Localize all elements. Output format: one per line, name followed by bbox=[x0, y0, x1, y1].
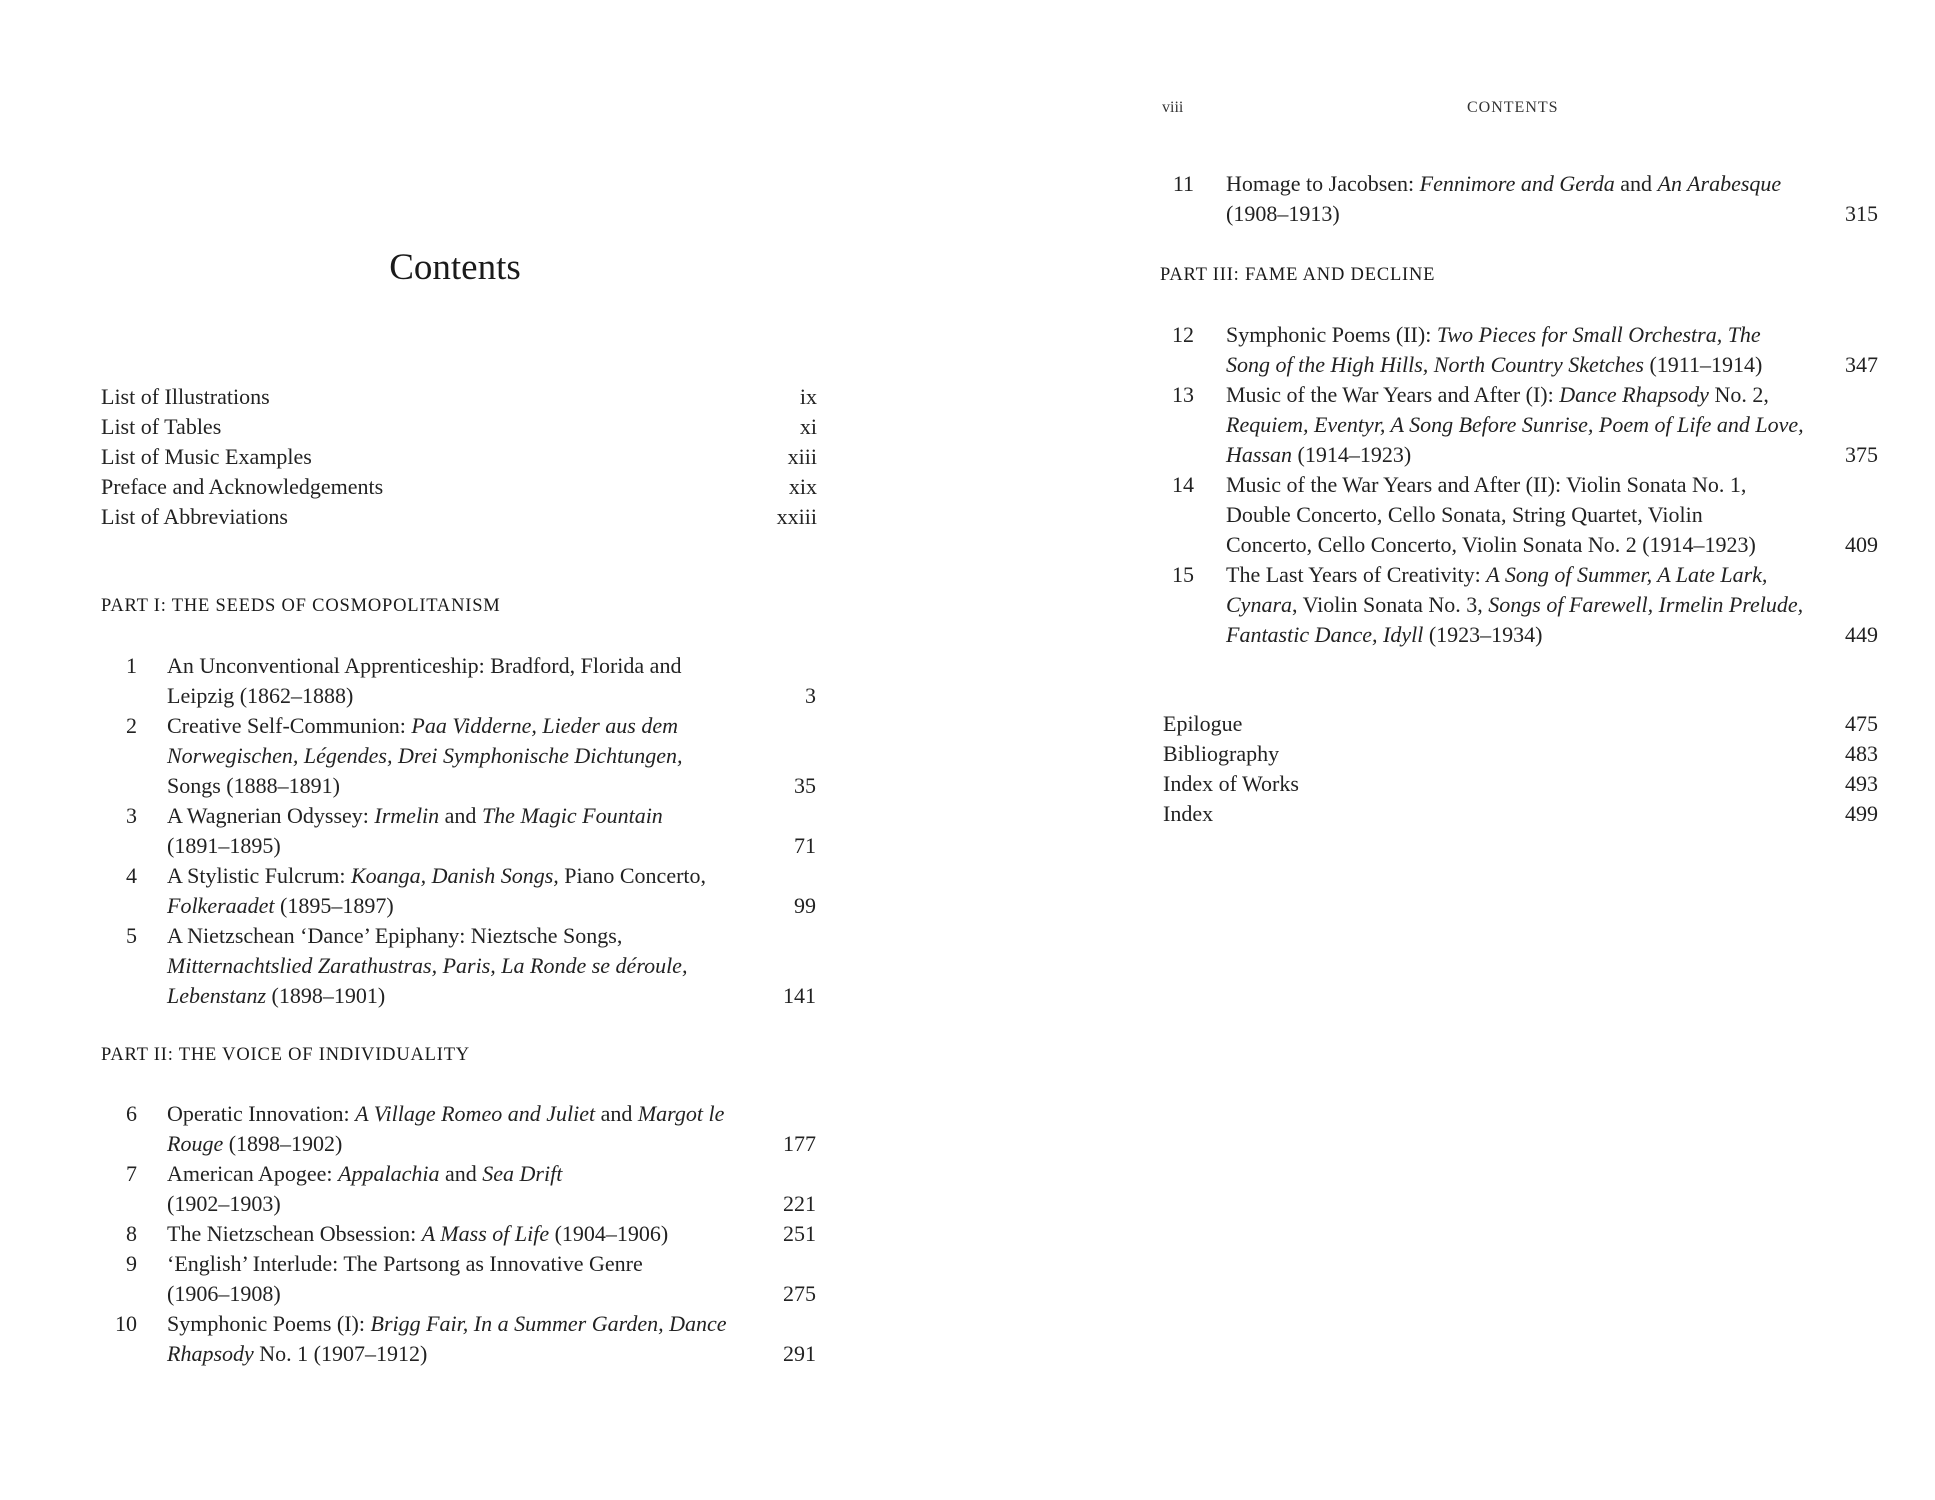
chapter-title bbox=[167, 651, 727, 711]
chapter-title bbox=[1226, 169, 1806, 229]
chapter-title bbox=[167, 1249, 727, 1309]
chapter-number: 4 bbox=[126, 863, 137, 888]
chapter-title-line: A Stylistic Fulcrum: Koanga, Danish Songs, Piano Concerto, bbox=[167, 863, 707, 888]
chapter-title-line: Cynara, Violin Sonata No. 3, Songs of Farewell, Irmelin Prelude, bbox=[1226, 592, 1804, 617]
chapter-title-line: Music of the War Years and After (I): Dance Rhapsody No. 2, bbox=[1226, 382, 1769, 407]
chapter-title-line: Lebenstanz (1898–1901) bbox=[167, 983, 386, 1008]
chapter-title-line: Operatic Innovation: A Village Romeo and Juliet and Margot le bbox=[167, 1101, 725, 1126]
chapter-number: 15 bbox=[1172, 562, 1194, 587]
chapter-title-line: American Apogee: Appalachia and Sea Drift bbox=[167, 1161, 563, 1186]
back-matter-label: Index of Works bbox=[1163, 771, 1299, 796]
page-number: 275 bbox=[783, 1281, 816, 1306]
chapter-title bbox=[167, 1099, 727, 1159]
page-number: 375 bbox=[1845, 442, 1878, 467]
page-number: 35 bbox=[794, 773, 816, 798]
chapter-title-line: A Wagnerian Odyssey: Irmelin and The Magic Fountain bbox=[167, 803, 663, 828]
back-matter-item[interactable] bbox=[1163, 799, 1878, 829]
chapter-title bbox=[167, 711, 727, 801]
back-matter-label: Epilogue bbox=[1163, 711, 1243, 736]
chapter-title bbox=[1226, 380, 1806, 470]
page-number: 449 bbox=[1845, 622, 1878, 647]
front-matter-label: List of Music Examples bbox=[101, 444, 312, 469]
chapter-title bbox=[167, 861, 727, 921]
chapter-title-line: Concerto, Cello Concerto, Violin Sonata No. 2 (1914–1923) bbox=[1226, 532, 1756, 557]
front-matter-list bbox=[101, 382, 817, 532]
back-matter-item[interactable] bbox=[1163, 739, 1878, 769]
chapter-entry[interactable] bbox=[1164, 470, 1878, 560]
front-matter-label: List of Tables bbox=[101, 414, 222, 439]
chapter-number: 5 bbox=[126, 923, 137, 948]
page-number: xi bbox=[799, 414, 817, 439]
front-matter-item[interactable] bbox=[101, 382, 817, 412]
page-number: 71 bbox=[794, 833, 816, 858]
page-number: 99 bbox=[794, 893, 816, 918]
chapter-number: 11 bbox=[1172, 171, 1194, 196]
chapter-entry[interactable] bbox=[102, 1309, 816, 1369]
page-number: 291 bbox=[783, 1341, 816, 1366]
folio: viii bbox=[1162, 99, 1184, 116]
front-matter-label: List of Abbreviations bbox=[101, 504, 288, 529]
chapter-number: 6 bbox=[126, 1101, 137, 1126]
chapter-number: 10 bbox=[115, 1311, 137, 1336]
chapter-entry[interactable] bbox=[102, 711, 816, 801]
chapter-title-line: (1891–1895) bbox=[167, 833, 281, 858]
page-number: 177 bbox=[783, 1131, 816, 1156]
chapter-title-line: (1906–1908) bbox=[167, 1281, 281, 1306]
running-head: CONTENTS bbox=[1467, 99, 1559, 116]
chapter-title-line: Norwegischen, Légendes, Drei Symphonische Dichtungen, bbox=[167, 743, 683, 768]
chapter-title-line: A Nietzschean ‘Dance’ Epiphany: Nieztsche Songs, bbox=[167, 923, 623, 948]
chapter-title-line: Rhapsody No. 1 (1907–1912) bbox=[167, 1341, 428, 1366]
chapter-entry[interactable] bbox=[102, 1249, 816, 1309]
chapter-title bbox=[1226, 320, 1806, 380]
chapter-number: 7 bbox=[126, 1161, 137, 1186]
chapter-entry[interactable] bbox=[1164, 560, 1878, 650]
chapter-title-line: Homage to Jacobsen: Fennimore and Gerda and An Arabesque bbox=[1226, 171, 1782, 196]
back-matter-list bbox=[1163, 709, 1878, 829]
page-number: 483 bbox=[1845, 741, 1878, 766]
chapter-entry[interactable] bbox=[102, 1099, 816, 1159]
chapter-title-line: The Last Years of Creativity: A Song of Summer, A Late Lark, bbox=[1226, 562, 1768, 587]
chapter-number: 8 bbox=[126, 1221, 137, 1246]
chapter-entry[interactable] bbox=[102, 861, 816, 921]
chapter-entry[interactable] bbox=[1164, 320, 1878, 380]
chapter-list bbox=[102, 651, 816, 1011]
chapter-title bbox=[167, 1159, 727, 1219]
part-heading: PART II: THE VOICE OF INDIVIDUALITY bbox=[101, 1045, 470, 1065]
chapter-title-line: Symphonic Poems (II): Two Pieces for Small Orchestra, The bbox=[1226, 322, 1761, 347]
page-number: 347 bbox=[1845, 352, 1878, 377]
chapter-title-line: Mitternachtslied Zarathustras, Paris, La Ronde se déroule, bbox=[167, 953, 688, 978]
back-matter-item[interactable] bbox=[1163, 769, 1878, 799]
page-number: ix bbox=[799, 384, 817, 409]
page-number: 409 bbox=[1845, 532, 1878, 557]
part-heading: PART I: THE SEEDS OF COSMOPOLITANISM bbox=[101, 596, 501, 616]
page-number: 3 bbox=[805, 683, 816, 708]
chapter-title-line: Leipzig (1862–1888) bbox=[167, 683, 354, 708]
chapter-title bbox=[167, 1219, 727, 1249]
chapter-title-line: Symphonic Poems (I): Brigg Fair, In a Summer Garden, Dance bbox=[167, 1311, 727, 1336]
chapter-title bbox=[167, 801, 727, 861]
page-number: 499 bbox=[1845, 801, 1878, 826]
page-number: 221 bbox=[783, 1191, 816, 1216]
chapter-number: 13 bbox=[1172, 382, 1194, 407]
front-matter-item[interactable] bbox=[101, 502, 817, 532]
chapter-title-line: (1902–1903) bbox=[167, 1191, 281, 1216]
front-matter-item[interactable] bbox=[101, 472, 817, 502]
front-matter-item[interactable] bbox=[101, 442, 817, 472]
chapter-number: 1 bbox=[126, 653, 137, 678]
chapter-title bbox=[1226, 560, 1806, 650]
chapter-title-line: Creative Self-Communion: Paa Vidderne, Lieder aus dem bbox=[167, 713, 679, 738]
page-number: xxiii bbox=[776, 504, 817, 529]
back-matter-item[interactable] bbox=[1163, 709, 1878, 739]
chapter-number: 9 bbox=[126, 1251, 137, 1276]
part-heading: PART III: FAME AND DECLINE bbox=[1160, 265, 1436, 285]
chapter-title-line: ‘English’ Interlude: The Partsong as Innovative Genre bbox=[167, 1251, 643, 1276]
chapter-number: 12 bbox=[1172, 322, 1194, 347]
page-number: 141 bbox=[783, 983, 816, 1008]
left-page bbox=[0, 0, 967, 1500]
page-number: 493 bbox=[1845, 771, 1878, 796]
back-matter-label: Index bbox=[1163, 801, 1214, 826]
chapter-entry[interactable] bbox=[102, 801, 816, 861]
chapter-entry[interactable] bbox=[102, 651, 816, 711]
chapter-entry[interactable] bbox=[102, 921, 816, 1011]
chapter-title-line: Songs (1888–1891) bbox=[167, 773, 340, 798]
chapter-entry[interactable] bbox=[1164, 380, 1878, 470]
chapter-title-line: Music of the War Years and After (II): Violin Sonata No. 1, bbox=[1226, 472, 1747, 497]
chapter-title-line: The Nietzschean Obsession: A Mass of Life (1904–1906) bbox=[167, 1221, 669, 1246]
chapter-title-line: An Unconventional Apprenticeship: Bradford, Florida and bbox=[167, 653, 682, 678]
chapter-title-line: (1908–1913) bbox=[1226, 201, 1340, 226]
page-number: 251 bbox=[783, 1221, 816, 1246]
chapter-title-line: Hassan (1914–1923) bbox=[1226, 442, 1412, 467]
chapter-title-line: Fantastic Dance, Idyll (1923–1934) bbox=[1226, 622, 1543, 647]
chapter-title-line: Rouge (1898–1902) bbox=[167, 1131, 343, 1156]
chapter-title bbox=[1226, 470, 1806, 560]
chapter-title bbox=[167, 921, 727, 1011]
back-matter-label: Bibliography bbox=[1163, 741, 1280, 766]
page-number: 315 bbox=[1845, 201, 1878, 226]
chapter-list bbox=[1164, 320, 1878, 650]
page-title: Contents bbox=[389, 247, 521, 288]
chapter-number: 14 bbox=[1172, 472, 1194, 497]
chapter-entry[interactable] bbox=[102, 1219, 816, 1249]
front-matter-label: Preface and Acknowledgements bbox=[101, 474, 384, 499]
chapter-title-line: Double Concerto, Cello Sonata, String Quartet, Violin bbox=[1226, 502, 1703, 527]
chapter-title-line: Folkeraadet (1895–1897) bbox=[167, 893, 394, 918]
page-number: xix bbox=[788, 474, 817, 499]
chapter-title-line: Song of the High Hills, North Country Sketches (1911–1914) bbox=[1226, 352, 1763, 377]
front-matter-label: List of Illustrations bbox=[101, 384, 270, 409]
chapter-title-line: Requiem, Eventyr, A Song Before Sunrise, Poem of Life and Love, bbox=[1226, 412, 1804, 437]
chapter-title bbox=[167, 1309, 727, 1369]
page-number: xiii bbox=[787, 444, 817, 469]
page-number: 475 bbox=[1845, 711, 1878, 736]
front-matter-item[interactable] bbox=[101, 412, 817, 442]
chapter-list bbox=[1164, 169, 1878, 229]
chapter-number: 3 bbox=[126, 803, 137, 828]
chapter-number: 2 bbox=[126, 713, 137, 738]
chapter-list bbox=[102, 1099, 816, 1369]
chapter-entry[interactable] bbox=[102, 1159, 816, 1219]
chapter-entry[interactable] bbox=[1164, 169, 1878, 229]
